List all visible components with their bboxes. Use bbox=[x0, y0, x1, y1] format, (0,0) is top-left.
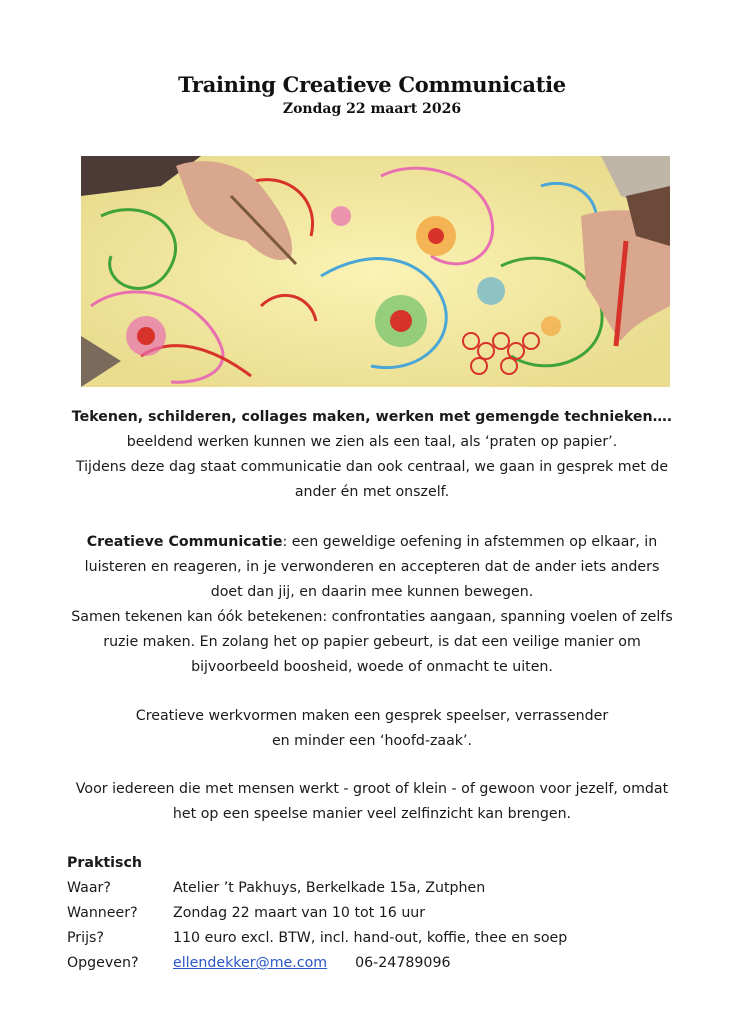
intro-paragraph bbox=[40, 405, 704, 505]
info-label: Wanneer? bbox=[67, 905, 138, 921]
communication-term: Creatieve Communicatie bbox=[86, 534, 283, 550]
info-value: 110 euro excl. BTW, incl. hand-out, koffie, thee en soep bbox=[173, 930, 568, 946]
forms-line: Creatieve werkvormen maken een gesprek speelser, verrassender bbox=[135, 708, 609, 724]
info-label: Waar? bbox=[67, 880, 111, 896]
info-value: Zondag 22 maart van 10 tot 16 uur bbox=[173, 905, 426, 921]
forms-line: en minder een ‘hoofd-zaak’. bbox=[271, 733, 473, 749]
communication-line: ruzie maken. En zolang het op papier gebeurt, is dat een veilige manier om bbox=[103, 634, 641, 650]
forms-paragraph bbox=[40, 704, 704, 754]
communication-line: bijvoorbeeld boosheid, woede of onmacht te uiten. bbox=[191, 659, 553, 675]
info-row-where bbox=[67, 876, 687, 901]
photo-illustration bbox=[81, 156, 670, 387]
email-link[interactable]: ellendekker@me.com bbox=[173, 955, 328, 971]
info-row-when bbox=[67, 901, 687, 926]
intro-line: Tijdens deze dag staat communicatie dan ook centraal, we gaan in gesprek met de bbox=[75, 459, 669, 475]
info-label: Prijs? bbox=[67, 930, 104, 946]
communication-line: luisteren en reageren, in je verwonderen en accepteren dat de ander iets anders bbox=[84, 559, 660, 575]
info-value: Atelier ’t Pakhuys, Berkelkade 15a, Zutphen bbox=[173, 880, 486, 896]
practical-heading: Praktisch bbox=[67, 855, 143, 871]
audience-line: het op een speelse manier veel zelfinzicht kan brengen. bbox=[172, 806, 572, 822]
drawing-hands-image bbox=[81, 156, 670, 387]
audience-paragraph bbox=[40, 777, 704, 827]
practical-info bbox=[67, 851, 687, 976]
communication-paragraph bbox=[40, 530, 704, 680]
intro-lead: Tekenen, schilderen, collages maken, werken met gemengde technieken…. bbox=[71, 409, 673, 425]
phone-number: 06-24789096 bbox=[355, 955, 451, 971]
intro-line: ander én met onszelf. bbox=[294, 484, 450, 500]
communication-line: Samen tekenen kan óók betekenen: confrontaties aangaan, spanning voelen of zelfs bbox=[71, 609, 673, 625]
communication-line: doet dan jij, en daarin mee kunnen bewegen. bbox=[210, 584, 534, 600]
info-label: Opgeven? bbox=[67, 955, 139, 971]
event-date: Zondag 22 maart 2026 bbox=[282, 101, 462, 117]
communication-line: : een geweldige oefening in afstemmen op elkaar, in bbox=[282, 534, 658, 550]
intro-line: beeldend werken kunnen we zien als een taal, als ‘praten op papier’. bbox=[126, 434, 618, 450]
audience-line: Voor iedereen die met mensen werkt - groot of klein - of gewoon voor jezelf, omdat bbox=[75, 781, 669, 797]
info-row-signup bbox=[67, 951, 687, 976]
info-row-price bbox=[67, 926, 687, 951]
page-title: Training Creatieve Communicatie bbox=[178, 72, 566, 97]
